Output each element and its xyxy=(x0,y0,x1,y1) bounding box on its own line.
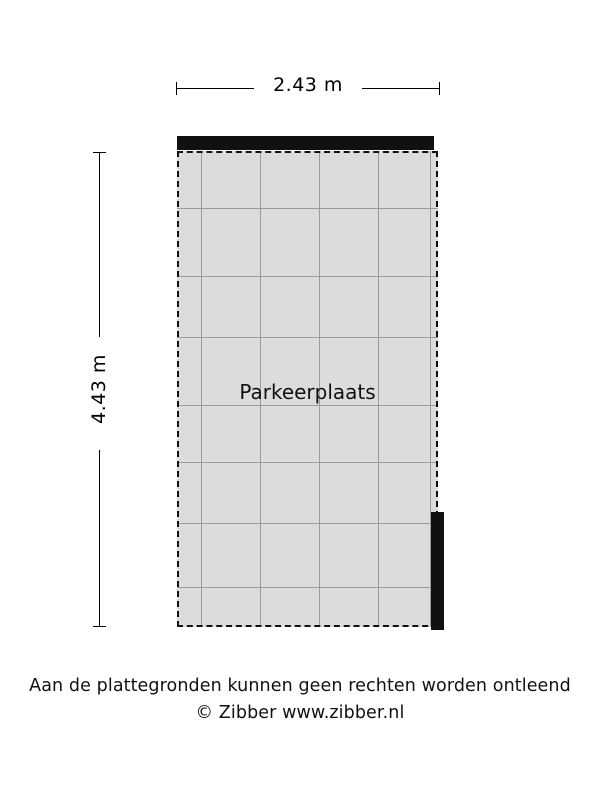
left-dimension-line-top xyxy=(99,152,100,337)
wall-top xyxy=(177,136,434,150)
wall-right-lower xyxy=(431,512,444,630)
left-dimension-tick-top xyxy=(93,152,106,153)
room-label: Parkeerplaats xyxy=(239,380,376,404)
left-dimension-line-bottom xyxy=(99,450,100,626)
height-dimension-label: 4.43 m xyxy=(88,354,110,424)
width-dimension-label: 2.43 m xyxy=(273,74,343,96)
left-dimension-tick-bottom xyxy=(93,626,106,627)
footer xyxy=(0,676,600,723)
footer-disclaimer: Aan de plattegronden kunnen geen rechten worden ontleend xyxy=(29,676,571,696)
footer-copyright: © Zibber www.zibber.nl xyxy=(195,703,405,723)
